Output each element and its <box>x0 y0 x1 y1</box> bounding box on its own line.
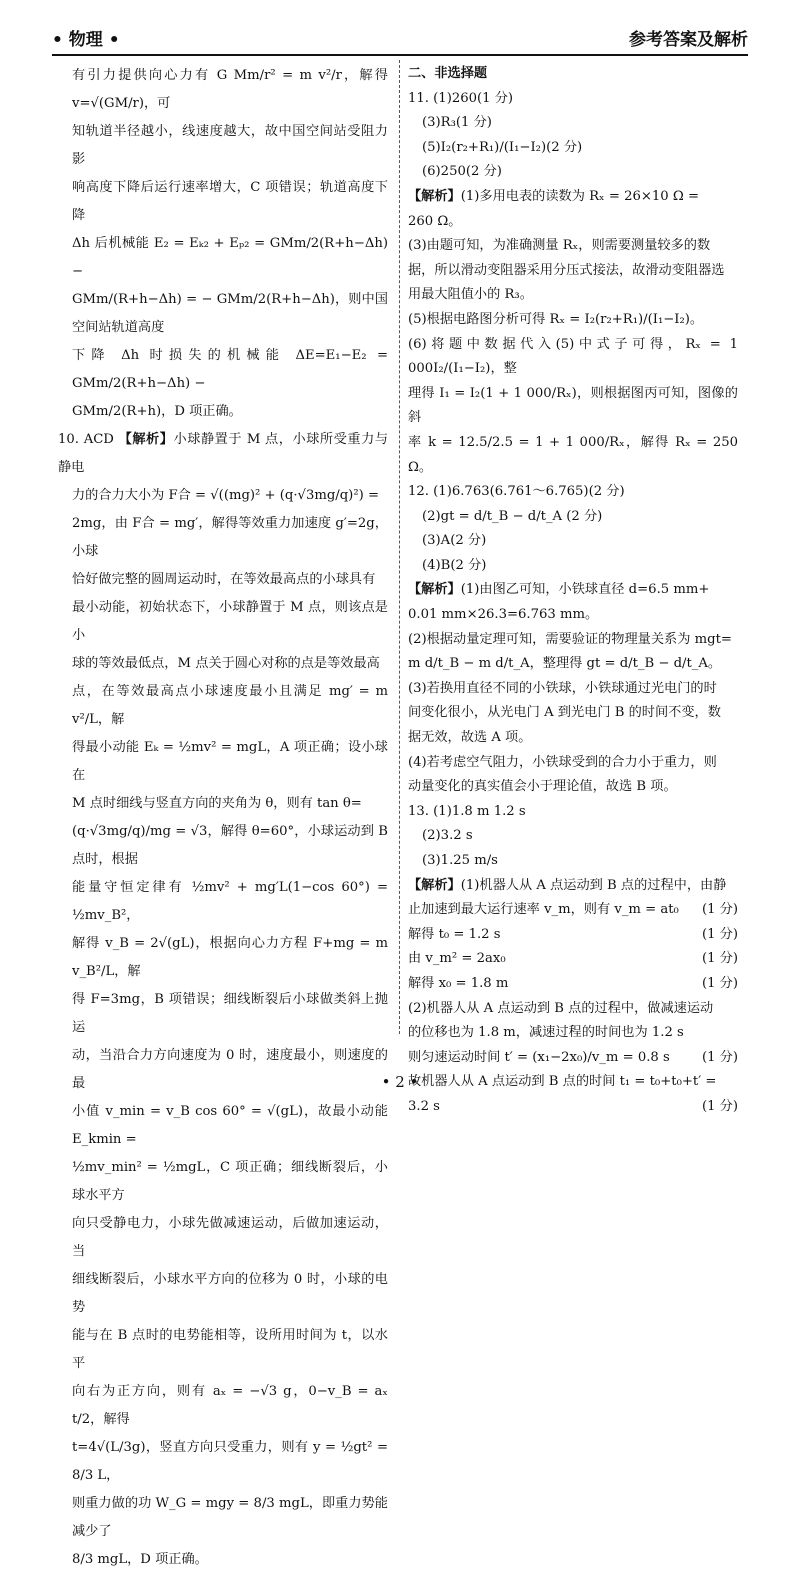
text-line: 2mg，由 F合 = mg′，解得等效重力加速度 g′=2g，小球 <box>72 516 388 559</box>
text-line: (2)3.2 s <box>422 828 473 844</box>
text-line: (3)由题可知，为准确测量 Rₓ，则需要测量较多的数 <box>408 238 711 254</box>
text-line: (2)机器人从 A 点运动到 B 点的过程中，做减速运动 <box>408 1000 714 1016</box>
score-label: (1 分) <box>701 926 738 942</box>
score-label: (1 分) <box>701 902 738 918</box>
text-line: m d/t_B − m d/t_A，整理得 gt = d/t_B − d/t_A。 <box>408 656 722 672</box>
score-label: (1 分) <box>701 975 738 991</box>
text-line: GMm/2(R+h)，D 项正确。 <box>72 404 242 419</box>
text-line: (5)I₂(r₂+R₁)/(I₁−I₂)(2 分) <box>422 139 583 155</box>
text-line: 小值 v_min = v_B cos 60° = √(gL)，故最小动能 E_kmin = <box>72 1104 388 1147</box>
section-heading: 二、非选择题 <box>408 66 488 81</box>
text-line: 恰好做完整的圆周运动时，在等效最高点的小球具有 <box>72 572 376 587</box>
header-subject: • 物理 • <box>52 30 120 50</box>
score-label: (1 分) <box>701 1098 738 1114</box>
text-line: (2)gt = d/t_B − d/t_A (2 分) <box>422 508 603 524</box>
text-line: 向右为正方向，则有 aₓ = −√3 g，0−v_B = aₓ t/2，解得 <box>72 1384 388 1427</box>
score-row <box>408 898 738 923</box>
text-line: (5)根据电路图分析可得 Rₓ = I₂(r₂+R₁)/(I₁−I₂)。 <box>408 311 704 327</box>
text-line: 点，在等效最高点小球速度最小且满足 mg′ = m v²/L，解 <box>72 684 388 727</box>
text-line: 解得 x₀ = 1.8 m <box>408 975 509 991</box>
text-line: 下降 Δh 时损失的机械能 ΔE=E₁−E₂ = GMm/2(R+h−Δh) − <box>72 348 388 391</box>
text-line: 动，当沿合力方向速度为 0 时，速度最小，则速度的最 <box>72 1048 388 1091</box>
text-line: 0.01 mm×26.3=6.763 mm。 <box>408 607 599 623</box>
question-10-answer: 10. ACD 【解析】小球静置于 M 点，小球所受重力与静电 <box>58 432 389 475</box>
analysis-line: 【解析】(1)由图乙可知，小铁球直径 d=6.5 mm+ <box>408 582 710 598</box>
text-line: ½mv_min² = ½mgL，C 项正确；细线断裂后，小球水平方 <box>72 1160 388 1203</box>
text-line: 能量守恒定律有 ½mv² + mg′L(1−cos 60°) = ½mv_B²， <box>72 880 388 923</box>
text-line: 力的合力大小为 F合 = √((mg)² + (q·√3mg/q)²) = <box>72 488 380 503</box>
text-line: 得 F=3mg，B 项错误；细线断裂后小球做类斜上抛运 <box>72 992 388 1035</box>
text-line: 则重力做的功 W_G = mgy = 8/3 mgL，即重力势能减少了 <box>72 1496 388 1539</box>
text-line: (3)1.25 m/s <box>422 853 498 868</box>
text-line: 用最大阻值小的 R₃。 <box>408 287 533 303</box>
text-line: 260 Ω。 <box>408 213 462 229</box>
text-line: 由 v_m² = 2ax₀ <box>408 951 506 967</box>
question-12-answer: 12. (1)6.763(6.761～6.765)(2 分) <box>408 484 625 500</box>
text-line: (2)根据动量定理可知，需要验证的物理量关系为 mgt= <box>408 631 732 647</box>
score-label: (1 分) <box>701 951 738 967</box>
text-line: M 点时细线与竖直方向的夹角为 θ，则有 tan θ= <box>72 796 362 811</box>
text-line: GMm/(R+h−Δh) = − GMm/2(R+h−Δh)，则中国空间站轨道高度 <box>72 292 388 335</box>
header-title: 参考答案及解析 <box>629 30 748 50</box>
text-line: 响高度下降后运行速率增大，C 项错误；轨道高度下降 <box>72 180 388 223</box>
text-line: (4)若考虑空气阻力，小铁球受到的合力小于重力，则 <box>408 754 717 770</box>
text-line: 解得 t₀ = 1.2 s <box>408 926 501 942</box>
text-line: 的位移也为 1.8 m，减速过程的时间也为 1.2 s <box>408 1025 684 1041</box>
text-line: Δh 后机械能 E₂ = Eₖ₂ + Eₚ₂ = GMm/2(R+h−Δh) − <box>72 236 388 279</box>
text-line: 细线断裂后，小球水平方向的位移为 0 时，小球的电势 <box>72 1272 388 1315</box>
analysis-marker: 【解析】 <box>408 877 461 893</box>
analysis-line: 【解析】(1)机器人从 A 点运动到 B 点的过程中，由静 <box>408 877 727 893</box>
text-line: 得最小动能 Eₖ = ½mv² = mgL，A 项正确；设小球在 <box>72 740 388 783</box>
text-line: 有引力提供向心力有 G Mm/r² = m v²/r，解得 v=√(GM/r)，可 <box>72 68 388 111</box>
text-line: 据无效，故选 A 项。 <box>408 730 532 746</box>
text-line: 3.2 s <box>408 1098 440 1114</box>
text-line: (6)250(2 分) <box>422 164 502 180</box>
left-column <box>58 62 389 1574</box>
text-line: 率 k = 12.5/2.5 = 1 + 1 000/Rₓ，解得 Rₓ = 250 Ω。 <box>408 434 738 475</box>
text-line: 能与在 B 点时的电势能相等，设所用时间为 t，以水平 <box>72 1328 388 1371</box>
text-line: (4)B(2 分) <box>422 557 487 573</box>
score-label: (1 分) <box>701 1049 738 1065</box>
text-line: 动量变化的真实值会小于理论值，故选 B 项。 <box>408 779 677 795</box>
column-divider <box>399 60 400 1034</box>
score-row <box>408 1095 738 1120</box>
page-header <box>52 20 748 56</box>
text-line: 据，所以滑动变阻器采用分压式接法，故滑动变阻器选 <box>408 262 725 278</box>
question-13-answer: 13. (1)1.8 m 1.2 s <box>408 803 526 819</box>
text-line: 球的等效最低点，M 点关于圆心对称的点是等效最高 <box>72 656 380 671</box>
analysis-marker: 【解析】 <box>408 582 461 598</box>
question-11-answer: 11. (1)260(1 分) <box>408 90 514 106</box>
analysis-line: 【解析】(1)多用电表的读数为 Rₓ = 26×10 Ω = <box>408 188 700 204</box>
text-line: 理得 I₁ = I₂(1 + 1 000/Rₓ)，则根据图丙可知，图像的斜 <box>408 385 738 426</box>
text-line: 则匀速运动时间 t′ = (x₁−2x₀)/v_m = 0.8 s <box>408 1049 670 1065</box>
text-line: (q·√3mg/q)/mg = √3，解得 θ=60°，小球运动到 B 点时，根据 <box>72 824 388 867</box>
score-row <box>408 972 738 997</box>
text-line: (3)若换用直径不同的小铁球，小铁球通过光电门的时 <box>408 680 717 696</box>
text-line: 解得 v_B = 2√(gL)，根据向心力方程 F+mg = m v_B²/L，解 <box>72 936 388 979</box>
score-row <box>408 923 738 948</box>
text-line: 知轨道半径越小，线速度越大，故中国空间站受阻力影 <box>72 124 388 167</box>
analysis-marker: 【解析】 <box>408 188 461 204</box>
text-line: 最小动能，初始状态下，小球静置于 M 点，则该点是小 <box>72 600 388 643</box>
text-line: 8/3 mgL，D 项正确。 <box>72 1552 208 1567</box>
text-line: t=4√(L/3g)，竖直方向只受重力，则有 y = ½gt² = 8/3 L， <box>72 1440 388 1483</box>
right-column <box>408 62 738 1120</box>
text-line: 止加速到最大运行速率 v_m，则有 v_m = at₀ <box>408 902 679 918</box>
page-number: • 2 • <box>381 1073 419 1091</box>
text-line: (6)将题中数据代入(5)中式子可得，Rₓ = 1 000I₂/(I₁−I₂)，整 <box>408 336 738 377</box>
analysis-marker: 【解析】 <box>118 432 174 447</box>
text-line: 向只受静电力，小球先做减速运动，后做加速运动，当 <box>72 1216 388 1259</box>
score-row <box>408 947 738 972</box>
score-row <box>408 1046 738 1071</box>
text-line: (3)R₃(1 分) <box>422 115 492 131</box>
text-line: 故机器人从 A 点运动到 B 点的时间 t₁ = t₀+t₀+t′ = <box>408 1074 717 1090</box>
text-line: (3)A(2 分) <box>422 533 487 549</box>
text-line: 间变化很小，从光电门 A 到光电门 B 的时间不变，数 <box>408 705 721 721</box>
